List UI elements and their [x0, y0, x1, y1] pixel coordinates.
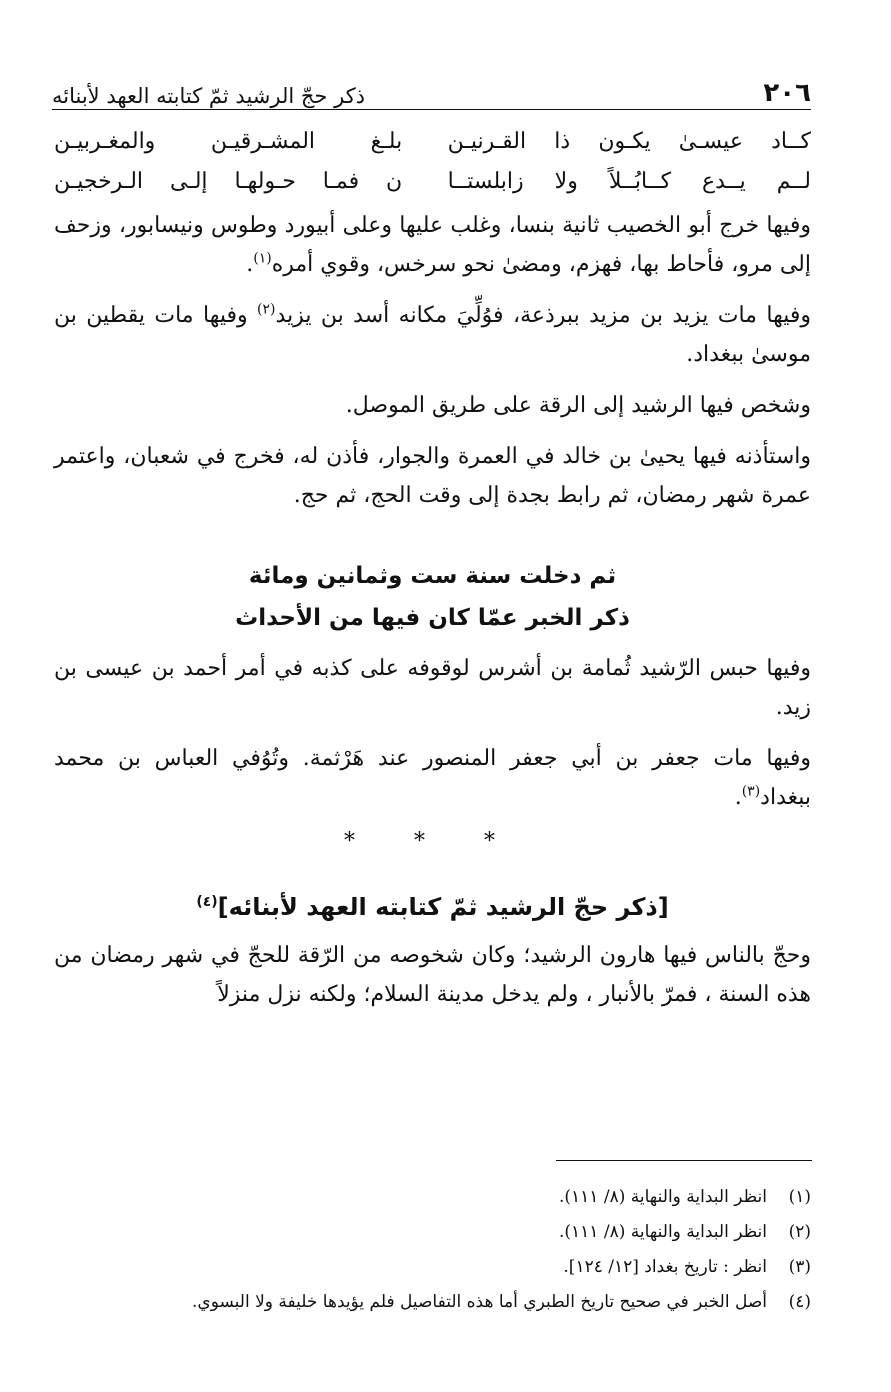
footnote — [80, 1285, 811, 1320]
paragraph-text: وشخص فيها الرشيد إلى الرقة على طريق الموصل. — [345, 393, 811, 418]
footnote-ref: (١) — [253, 250, 272, 267]
footnote-number: (٣) — [788, 1257, 811, 1277]
footnote-rule — [556, 1160, 812, 1161]
verse-first-hemistich: كــاد عيسـىٰ يكـون ذا القـرنيـن — [447, 129, 811, 154]
paragraph — [54, 437, 811, 515]
paragraph-tail: . — [246, 252, 254, 277]
footnote-text: انظر البداية والنهاية (٨/ ١١١). — [559, 1222, 767, 1242]
poem — [54, 122, 811, 202]
page-header — [52, 72, 811, 108]
paragraph-text: وحجّ بالناس فيها هارون الرشيد؛ وكان شخوصه من الرّقة للحجّ في شهر رمضان من هذه السنة ، فمرّ بالأنبار ، ولم يدخل مدينة السلام؛ ولكنه نزل منزلاً — [54, 943, 811, 1007]
verse-second-hemistich: ن فمـا حـولهـا إلـى الـرخجيـن — [54, 169, 403, 194]
header-rule — [52, 109, 811, 110]
paragraph — [54, 206, 811, 284]
paragraph-text: وفيها مات يزيد بن مزيد ببرذعة، فوُلِّيَ مكانه أسد بن يزيد — [275, 303, 811, 328]
paragraph — [54, 296, 811, 374]
footnote-ref: (٢) — [257, 301, 276, 318]
paragraph-text: وفيها حبس الرّشيد ثُمامة بن أشرس لوقوفه على كذبه في أمر أحمد بن عيسى بن زيد. — [54, 656, 811, 720]
poem-verse — [54, 122, 811, 162]
page-number: ٢٠٦ — [763, 78, 811, 108]
footnote — [80, 1180, 811, 1215]
footnote-text: انظر البداية والنهاية (٨/ ١١١). — [559, 1187, 767, 1207]
paragraph-text: وفيها مات جعفر بن أبي جعفر المنصور عند هَرْثمة. وتُوُفي العباس بن محمد ببغداد — [54, 746, 811, 810]
paragraph — [54, 936, 811, 1014]
footnote — [80, 1215, 811, 1250]
paragraph — [54, 649, 811, 727]
running-title: ذكر حجّ الرشيد ثمّ كتابته العهد لأبنائه — [52, 84, 366, 108]
verse-first-hemistich: لــم يــدع كــابُــلاً ولا زابلستــا — [447, 169, 811, 194]
footnote — [80, 1250, 811, 1285]
events-heading: ذكر الخبر عمّا كان فيها من الأحداث — [235, 605, 630, 631]
section-separator: * * * — [344, 829, 521, 854]
poem-verse — [54, 162, 811, 202]
section-title — [54, 884, 811, 930]
footnote-ref: (٣) — [741, 783, 761, 800]
footnote-text: أصل الخبر في صحيح تاريخ الطبري أما هذه التفاصيل فلم يؤيدها خليفة ولا البسوي. — [192, 1292, 767, 1312]
year-heading: ثم دخلت سنة ست وثمانين ومائة — [248, 563, 617, 589]
verse-second-hemistich: بلـغ المشـرقيـن والمغـربيـن — [54, 129, 403, 154]
section-title-text: [ذكر حجّ الرشيد ثمّ كتابته العهد لأبنائه] — [217, 893, 669, 921]
year-headings — [54, 555, 811, 639]
page-body — [54, 122, 811, 1026]
footnote-number: (١) — [788, 1187, 811, 1207]
paragraph-text: واستأذنه فيها يحيىٰ بن خالد في العمرة والجوار، فأذن له، فخرج في شعبان، واعتمر عمرة شهر رمضان، ثم رابط بجدة إلى وقت الحج، ثم حج. — [54, 444, 811, 508]
paragraph — [54, 386, 811, 425]
footnote-text: انظر : تاريخ بغداد [١٢/ ١٢٤]. — [563, 1257, 767, 1277]
paragraph-tail: وفيها مات يقطين بن موسىٰ ببغداد. — [54, 303, 811, 367]
paragraph-text: وفيها خرج أبو الخصيب ثانية بنسا، وغلب عليها وعلى أبيورد وطوس ونيسابور، وزحف إلى مرو، فأحاط بها، فهزم، ومضىٰ نحو سرخس، وقوي أمره — [54, 213, 811, 277]
footnote-number: (٢) — [788, 1222, 811, 1242]
footnote-ref: (٤) — [196, 894, 218, 910]
footnote-number: (٤) — [788, 1292, 811, 1312]
paragraph — [54, 739, 811, 817]
footnotes — [80, 1180, 811, 1320]
paragraph-tail: . — [734, 785, 742, 810]
